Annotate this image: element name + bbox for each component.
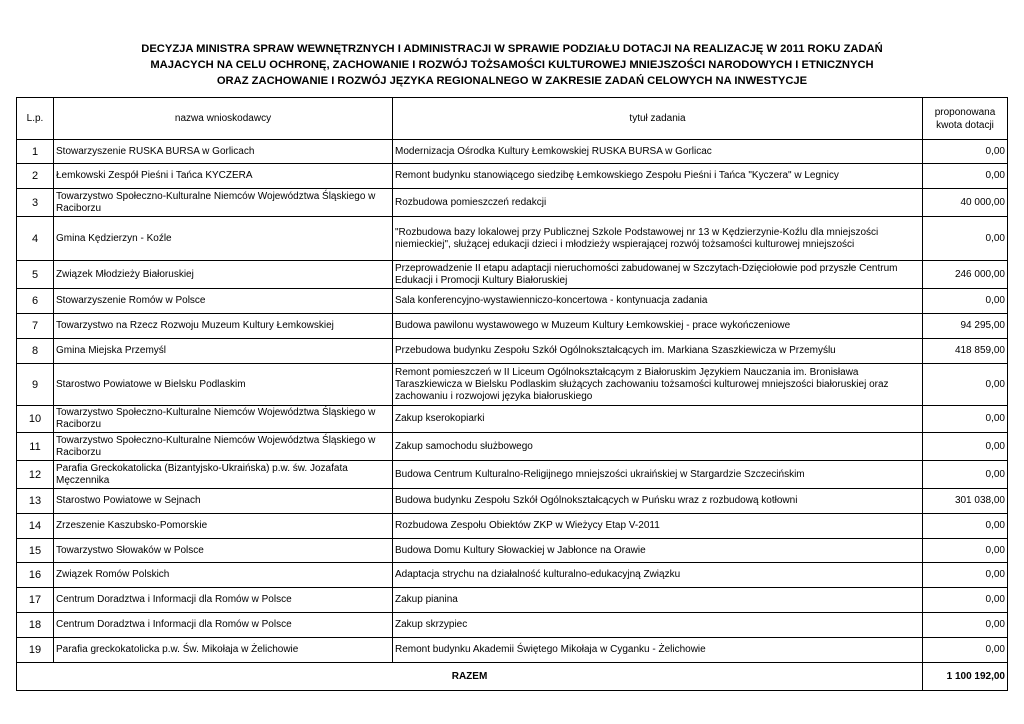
cell-amount: 0,00 bbox=[923, 514, 1008, 539]
cell-task: Remont pomieszczeń w II Liceum Ogólnokształcącym z Białoruskim Językiem Nauczania im. Bronisława Taraszkiewicza w Bielsku Podlaskim służących zachowaniu tożsamości kulturowej mniejszości białoruskiej oraz zachowaniu i rozwojowi języka białoruskiego bbox=[393, 364, 923, 406]
table-row bbox=[17, 489, 1008, 514]
cell-applicant: Centrum Doradztwa i Informacji dla Romów w Polsce bbox=[54, 613, 393, 638]
header-lp: L.p. bbox=[17, 98, 54, 140]
cell-amount: 0,00 bbox=[923, 638, 1008, 663]
cell-task: Przeprowadzenie II etapu adaptacji nieruchomości zabudowanej w Szczytach-Dzięciołowie pod przyszłe Centrum Edukacji i Promocji Kultury Białoruskiej bbox=[393, 261, 923, 289]
table-row bbox=[17, 514, 1008, 539]
title-line-2: MAJACYCH NA CELU OCHRONĘ, ZACHOWANIE I ROZWÓJ TOŻSAMOŚCI KULTUROWEJ MNIEJSZOŚCI NARODOWYCH I ETNICZNYCH bbox=[150, 59, 874, 71]
table-header-row bbox=[17, 98, 1008, 140]
cell-lp: 5 bbox=[17, 261, 54, 289]
cell-applicant: Gmina Miejska Przemyśl bbox=[54, 339, 393, 364]
cell-task: Zakup samochodu służbowego bbox=[393, 433, 923, 461]
cell-lp: 15 bbox=[17, 539, 54, 563]
header-applicant: nazwa wnioskodawcy bbox=[54, 98, 393, 140]
cell-lp: 11 bbox=[17, 433, 54, 461]
table-row bbox=[17, 164, 1008, 189]
table-row bbox=[17, 539, 1008, 563]
total-amount: 1 100 192,00 bbox=[923, 663, 1008, 691]
cell-amount: 0,00 bbox=[923, 140, 1008, 164]
cell-amount: 0,00 bbox=[923, 433, 1008, 461]
cell-task: "Rozbudowa bazy lokalowej przy Publicznej Szkole Podstawowej nr 13 w Kędzierzynie-Koźlu dla mniejszości niemieckiej", służącej edukacji dzieci i młodzieży wspierającej rozwój tożsamości kulturowej mniejszości bbox=[393, 217, 923, 261]
table-row bbox=[17, 217, 1008, 261]
cell-applicant: Związek Romów Polskich bbox=[54, 563, 393, 588]
cell-lp: 7 bbox=[17, 314, 54, 339]
cell-applicant: Starostwo Powiatowe w Sejnach bbox=[54, 489, 393, 514]
cell-task: Sala konferencyjno-wystawienniczo-koncertowa - kontynuacja zadania bbox=[393, 289, 923, 314]
cell-amount: 0,00 bbox=[923, 613, 1008, 638]
cell-lp: 16 bbox=[17, 563, 54, 588]
cell-lp: 8 bbox=[17, 339, 54, 364]
cell-applicant: Towarzystwo Społeczno-Kulturalne Niemców Województwa Śląskiego w Raciborzu bbox=[54, 189, 393, 217]
cell-task: Adaptacja strychu na działalność kulturalno-edukacyjną Związku bbox=[393, 563, 923, 588]
cell-applicant: Centrum Doradztwa i Informacji dla Romów w Polsce bbox=[54, 588, 393, 613]
cell-amount: 0,00 bbox=[923, 217, 1008, 261]
cell-task: Przebudowa budynku Zespołu Szkół Ogólnokształcących im. Markiana Szaszkiewicza w Przemyślu bbox=[393, 339, 923, 364]
cell-task: Rozbudowa Zespołu Obiektów ZKP w Wieżycy Etap V-2011 bbox=[393, 514, 923, 539]
cell-task: Modernizacja Ośrodka Kultury Łemkowskiej RUSKA BURSA w Gorlicac bbox=[393, 140, 923, 164]
table-row bbox=[17, 261, 1008, 289]
cell-lp: 4 bbox=[17, 217, 54, 261]
cell-task: Rozbudowa pomieszczeń redakcji bbox=[393, 189, 923, 217]
cell-amount: 246 000,00 bbox=[923, 261, 1008, 289]
table-row bbox=[17, 339, 1008, 364]
cell-task: Zakup pianina bbox=[393, 588, 923, 613]
cell-applicant: Parafia greckokatolicka p.w. Św. Mikołaja w Żelichowie bbox=[54, 638, 393, 663]
table-row bbox=[17, 189, 1008, 217]
table-row bbox=[17, 433, 1008, 461]
cell-applicant: Starostwo Powiatowe w Bielsku Podlaskim bbox=[54, 364, 393, 406]
cell-amount: 0,00 bbox=[923, 588, 1008, 613]
document-title bbox=[0, 41, 1024, 89]
cell-applicant: Zrzeszenie Kaszubsko-Pomorskie bbox=[54, 514, 393, 539]
cell-amount: 0,00 bbox=[923, 461, 1008, 489]
table-row bbox=[17, 140, 1008, 164]
cell-lp: 6 bbox=[17, 289, 54, 314]
grants-table bbox=[16, 97, 1008, 691]
cell-task: Remont budynku stanowiącego siedzibę Łemkowskiego Zespołu Pieśni i Tańca "Kyczera" w Legnicy bbox=[393, 164, 923, 189]
table-row bbox=[17, 406, 1008, 433]
table-row bbox=[17, 613, 1008, 638]
cell-amount: 301 038,00 bbox=[923, 489, 1008, 514]
cell-task: Budowa Centrum Kulturalno-Religijnego mniejszości ukraińskiej w Stargardzie Szczecińskim bbox=[393, 461, 923, 489]
table-row bbox=[17, 314, 1008, 339]
cell-applicant: Łemkowski Zespół Pieśni i Tańca KYCZERA bbox=[54, 164, 393, 189]
cell-task: Zakup kserokopiarki bbox=[393, 406, 923, 433]
cell-lp: 14 bbox=[17, 514, 54, 539]
cell-lp: 17 bbox=[17, 588, 54, 613]
header-task: tytuł zadania bbox=[393, 98, 923, 140]
cell-applicant: Parafia Greckokatolicka (Bizantyjsko-Ukraińska) p.w. św. Jozafata Męczennika bbox=[54, 461, 393, 489]
table-row bbox=[17, 563, 1008, 588]
table-row bbox=[17, 461, 1008, 489]
cell-amount: 94 295,00 bbox=[923, 314, 1008, 339]
cell-lp: 10 bbox=[17, 406, 54, 433]
cell-lp: 1 bbox=[17, 140, 54, 164]
cell-applicant: Towarzystwo Społeczno-Kulturalne Niemców Województwa Śląskiego w Raciborzu bbox=[54, 406, 393, 433]
cell-amount: 0,00 bbox=[923, 164, 1008, 189]
table-row bbox=[17, 364, 1008, 406]
table-row bbox=[17, 588, 1008, 613]
cell-task: Remont budynku Akademii Świętego Mikołaja w Cyganku - Żelichowie bbox=[393, 638, 923, 663]
cell-amount: 40 000,00 bbox=[923, 189, 1008, 217]
cell-task: Budowa budynku Zespołu Szkół Ogólnokształcących w Puńsku wraz z rozbudową kotłowni bbox=[393, 489, 923, 514]
cell-applicant: Stowarzyszenie Romów w Polsce bbox=[54, 289, 393, 314]
cell-lp: 13 bbox=[17, 489, 54, 514]
cell-amount: 0,00 bbox=[923, 364, 1008, 406]
cell-amount: 418 859,00 bbox=[923, 339, 1008, 364]
cell-amount: 0,00 bbox=[923, 563, 1008, 588]
cell-amount: 0,00 bbox=[923, 289, 1008, 314]
cell-lp: 12 bbox=[17, 461, 54, 489]
cell-amount: 0,00 bbox=[923, 406, 1008, 433]
cell-lp: 18 bbox=[17, 613, 54, 638]
cell-applicant: Stowarzyszenie RUSKA BURSA w Gorlicach bbox=[54, 140, 393, 164]
cell-applicant: Towarzystwo Słowaków w Polsce bbox=[54, 539, 393, 563]
cell-applicant: Towarzystwo na Rzecz Rozwoju Muzeum Kultury Łemkowskiej bbox=[54, 314, 393, 339]
cell-lp: 19 bbox=[17, 638, 54, 663]
table-row bbox=[17, 289, 1008, 314]
cell-amount: 0,00 bbox=[923, 539, 1008, 563]
cell-task: Budowa Domu Kultury Słowackiej w Jabłonce na Orawie bbox=[393, 539, 923, 563]
cell-applicant: Towarzystwo Społeczno-Kulturalne Niemców Województwa Śląskiego w Raciborzu bbox=[54, 433, 393, 461]
cell-applicant: Gmina Kędzierzyn - Koźle bbox=[54, 217, 393, 261]
total-label: RAZEM bbox=[17, 663, 923, 691]
cell-lp: 9 bbox=[17, 364, 54, 406]
cell-lp: 2 bbox=[17, 164, 54, 189]
table-row bbox=[17, 638, 1008, 663]
total-row bbox=[17, 663, 1008, 691]
cell-lp: 3 bbox=[17, 189, 54, 217]
title-line-1: DECYZJA MINISTRA SPRAW WEWNĘTRZNYCH I ADMINISTRACJI W SPRAWIE PODZIAŁU DOTACJI NA REALIZACJĘ W 2011 ROKU ZADAŃ bbox=[141, 43, 883, 55]
title-line-3: ORAZ ZACHOWANIE I ROZWÓJ JĘZYKA REGIONALNEGO W ZAKRESIE ZADAŃ CELOWYCH NA INWESTYCJE bbox=[216, 75, 808, 87]
header-amount: proponowana kwota dotacji bbox=[923, 98, 1008, 140]
cell-task: Zakup skrzypiec bbox=[393, 613, 923, 638]
cell-task: Budowa pawilonu wystawowego w Muzeum Kultury Łemkowskiej - prace wykończeniowe bbox=[393, 314, 923, 339]
cell-applicant: Związek Młodzieży Białoruskiej bbox=[54, 261, 393, 289]
